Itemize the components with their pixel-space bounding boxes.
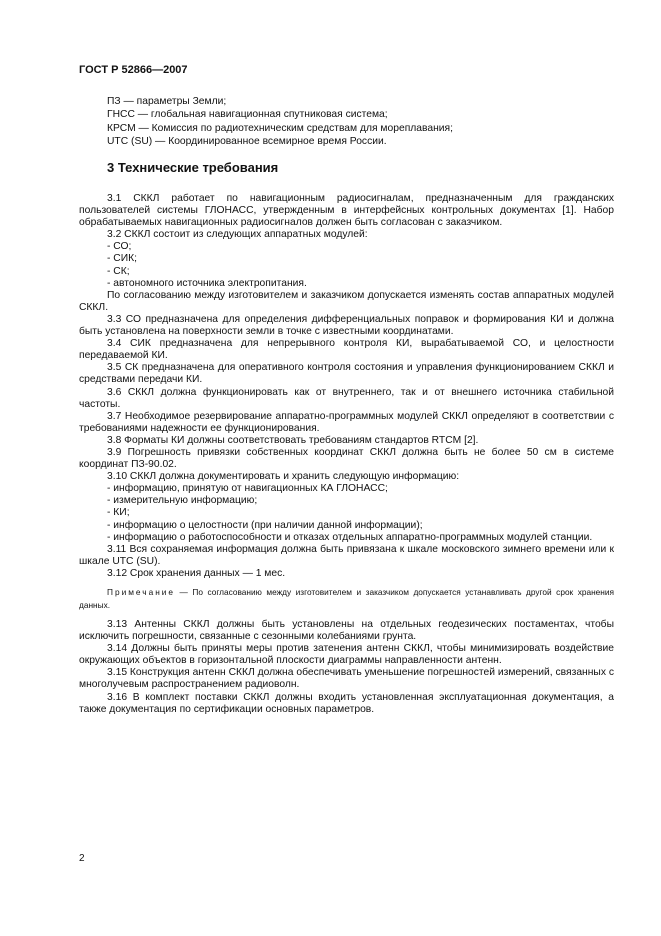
section-body (79, 193, 614, 716)
paragraph-3-13: 3.13 Антенны СККЛ должны быть установлены на отдельных геодезических постаментах, чтобы исключить погрешности, связанные с сезонными колебаниями грунта. (79, 619, 614, 643)
section-title: 3 Технические требования (107, 160, 279, 175)
paragraph-3-2-continuation: По согласованию между изготовителем и заказчиком допускается изменять состав аппаратных модулей СККЛ. (79, 289, 614, 313)
paragraph-3-4: 3.4 СИК предназначена для непрерывного контроля КИ, вырабатываемой СО, и целостности передаваемой КИ. (79, 338, 614, 362)
document-header: ГОСТ Р 52866—2007 (79, 64, 188, 76)
page-number: 2 (79, 853, 85, 864)
list-item: - СИК; (107, 253, 137, 265)
paragraph-3-7: 3.7 Необходимое резервирование аппаратно-программных модулей СККЛ определяют в соответствии с требованиями надежности ее функционирования. (79, 410, 614, 434)
list-item: - СО; (107, 241, 132, 253)
list-item: - измерительную информацию; (107, 495, 258, 507)
paragraph-3-16: 3.16 В комплект поставки СККЛ должны входить установленная эксплуатационная документация, а также документация по сертификации основных параметров. (79, 691, 614, 715)
paragraph-3-2: 3.2 СККЛ состоит из следующих аппаратных модулей: (107, 229, 368, 241)
list-item: - автономного источника электропитания. (107, 277, 307, 289)
list-item: - КИ; (107, 507, 130, 519)
paragraph-3-8: 3.8 Форматы КИ должны соответствовать требованиям стандартов RTCM [2]. (107, 434, 479, 446)
paragraph-3-5: 3.5 СК предназначена для оперативного контроля состояния и управления функционированием СККЛ и средствами передачи КИ. (79, 362, 614, 386)
note-label: Примечание (107, 587, 176, 597)
abbreviation-item: UTC (SU) — Координированное всемирное время России. (107, 135, 387, 147)
list-item: - СК; (107, 265, 130, 277)
abbreviation-item: КРСМ — Комиссия по радиотехническим средствам для мореплавания; (107, 122, 453, 134)
paragraph-3-15: 3.15 Конструкция антенн СККЛ должна обеспечивать уменьшение погрешностей измерений, связанных с многолучевым распространением радиоволн. (79, 667, 614, 691)
note-text: — По согласованию между изготовителем и заказчиком допускается устанавливать другой срок хранения данных. (79, 587, 614, 610)
list-item: - информацию о целостности (при наличии данной информации); (107, 519, 423, 531)
paragraph-3-3: 3.3 СО предназначена для определения дифференциальных поправок и формирования КИ и должна быть установлена на поверхности земли в точке с известными координатами. (79, 313, 614, 338)
abbreviation-item: ГНСС — глобальная навигационная спутниковая система; (107, 109, 388, 121)
list-item: - информацию, принятую от навигационных КА ГЛОНАСС; (107, 483, 388, 495)
paragraph-3-14: 3.14 Должны быть приняты меры против затенения антенн СККЛ, чтобы минимизировать воздействие окружающих объектов в горизонтальной плоскости диаграммы направленности антенн. (79, 643, 614, 667)
paragraph-3-9: 3.9 Погрешность привязки собственных координат СККЛ должна быть не более 50 см в системе координат ПЗ-90.02. (79, 446, 614, 471)
paragraph-3-11: 3.11 Вся сохраняемая информация должна быть привязана к шкале московского зимнего времени или к шкале UTC (SU). (79, 543, 614, 567)
abbreviation-item: ПЗ — параметры Земли; (107, 96, 227, 107)
paragraph-3-6: 3.6 СККЛ должна функционировать как от внутреннего, так и от внешнего источника стабильной частоты. (79, 386, 614, 410)
paragraph-3-1: 3.1 СККЛ работает по навигационным радиосигналам, предназначенным для гражданских пользователей системы ГЛОНАСС, утвержденным в интерфейсных контрольных документах [1]. Набор обрабатываемых навигационных радиосигналов должен быть согласован с заказчиком. (79, 193, 614, 229)
note (79, 586, 614, 612)
list-item-wrapped: - информацию о работоспособности и отказах отдельных аппаратно-программных модулей станции. (107, 531, 593, 543)
abbreviation-list (107, 95, 453, 148)
paragraph-3-10: 3.10 СККЛ должна документировать и хранить следующую информацию: (107, 471, 460, 483)
paragraph-3-12: 3.12 Срок хранения данных — 1 мес. (107, 567, 286, 579)
